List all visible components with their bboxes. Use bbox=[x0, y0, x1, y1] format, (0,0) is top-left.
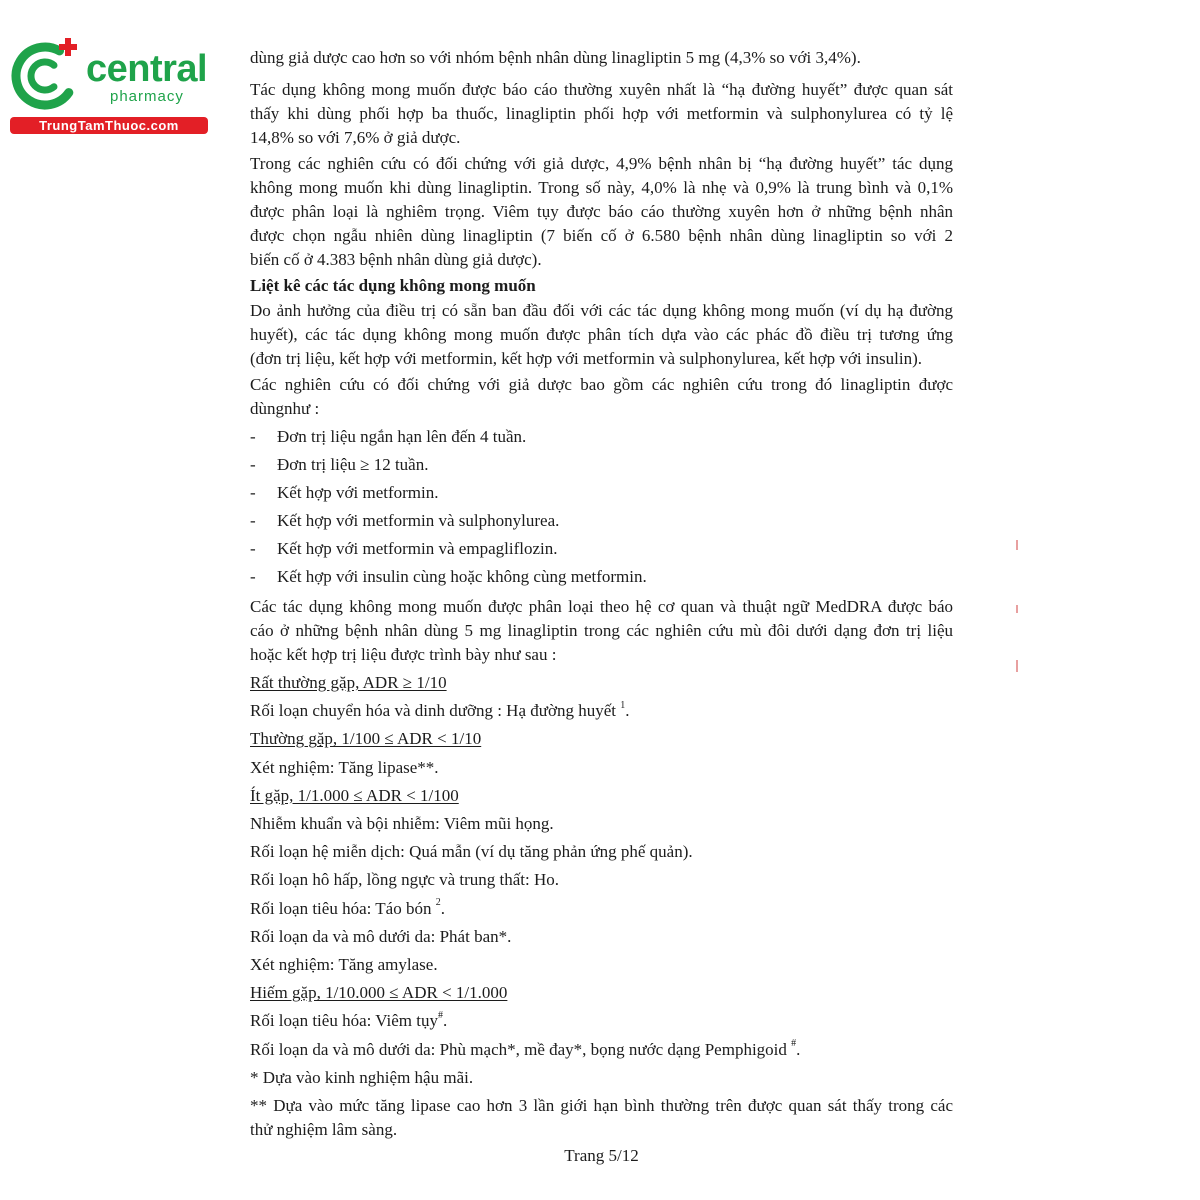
paragraph-line: thấy khi dùng phối hợp ba thuốc, linagliptin phối hợp với metformin và sulphonylurea có tỷ lệ bbox=[250, 104, 953, 123]
footnote-post-marketing: * Dựa vào kinh nghiệm hậu mãi. bbox=[250, 1067, 474, 1087]
document-body bbox=[250, 46, 953, 1168]
entry-text: Rối loạn tiêu hóa: Táo bón bbox=[250, 898, 436, 918]
study-list bbox=[250, 423, 953, 591]
list-item bbox=[250, 563, 953, 591]
list-marker: - bbox=[250, 427, 256, 446]
paragraph-line: cáo ở những bệnh nhân dùng 5 mg linagliptin trong các nghiên cứu mù đôi dưới dạng đơn trị liệu bbox=[250, 621, 953, 640]
entry-tail: . bbox=[440, 898, 445, 918]
adverse-effect-entry bbox=[250, 697, 953, 725]
footnote-ref: 1 bbox=[620, 699, 626, 711]
list-item-text: Kết hợp với metformin và empagliflozin. bbox=[277, 539, 558, 558]
paragraph-line: huyết), các tác dụng không mong muốn được phân tích dựa vào các phác đồ điều trị tương ứng bbox=[250, 325, 953, 344]
list-item bbox=[250, 507, 953, 535]
paragraph-line: dùngnhư : bbox=[250, 399, 320, 418]
list-marker: - bbox=[250, 455, 256, 474]
adverse-effect-entry: Xét nghiệm: Tăng lipase**. bbox=[250, 757, 439, 777]
paragraph-line: Do ảnh hưởng của điều trị có sẵn ban đầu đối với các tác dụng không mong muốn (ví dụ hạ đường bbox=[250, 301, 953, 320]
section-heading: Liệt kê các tác dụng không mong muốn bbox=[250, 276, 536, 295]
paragraph-line: không mong muốn khi dùng linagliptin. Trong số này, 4,0% là nhẹ và 0,9% là trung bình và 0,1% bbox=[250, 178, 953, 197]
frequency-heading bbox=[250, 725, 953, 753]
paragraph-line: Trong các nghiên cứu có đối chứng với giả dược, 4,9% bệnh nhân bị “hạ đường huyết” tác dụng bbox=[250, 154, 953, 173]
frequency-section bbox=[250, 669, 953, 1092]
entry-tail: . bbox=[796, 1039, 801, 1059]
frequency-heading bbox=[250, 782, 953, 810]
list-item-text: Đơn trị liệu ≥ 12 tuần. bbox=[277, 455, 429, 474]
list-item bbox=[250, 479, 953, 507]
footnote-lipase bbox=[250, 1094, 953, 1142]
brand-name: central bbox=[86, 48, 208, 90]
paragraph-classification bbox=[250, 595, 953, 667]
adverse-effect-entry: Rối loạn hệ miễn dịch: Quá mẫn (ví dụ tăng phản ứng phế quản). bbox=[250, 842, 693, 862]
brand-site-banner bbox=[10, 117, 208, 134]
list-marker: - bbox=[250, 483, 256, 502]
entry-tail: . bbox=[443, 1011, 448, 1031]
frequency-heading-text: Rất thường gặp, ADR ≥ 1/10 bbox=[250, 673, 447, 692]
adverse-effect-entry bbox=[250, 1007, 953, 1035]
page-number: Trang 5/12 bbox=[564, 1146, 639, 1166]
paragraph-line: (đơn trị liệu, kết hợp với metformin, kết hợp với metformin và sulphonylurea, kết hợp với insulin). bbox=[250, 349, 922, 368]
paragraph-hypoglycemia bbox=[250, 78, 953, 150]
paragraph-studies bbox=[250, 373, 953, 421]
footnote-ref: # bbox=[438, 1009, 444, 1021]
footnote-line: ** Dựa vào mức tăng lipase cao hơn 3 lần giới hạn bình thường trên được quan sát thấy trong các bbox=[250, 1096, 953, 1116]
footnote-line: thử nghiệm lâm sàng. bbox=[250, 1120, 398, 1140]
intro-line: dùng giả dược cao hơn so với nhóm bệnh nhân dùng linagliptin 5 mg (4,3% so với 3,4%). bbox=[250, 48, 861, 67]
footnote-ref: 2 bbox=[435, 896, 441, 908]
brand-site-label: TrungTamThuoc.com bbox=[39, 118, 179, 133]
frequency-heading-text: Ít gặp, 1/1.000 ≤ ADR < 1/100 bbox=[250, 785, 459, 805]
adverse-effect-entry: Xét nghiệm: Tăng amylase. bbox=[250, 955, 438, 975]
adverse-effect-entry bbox=[250, 895, 953, 923]
paragraph-line: Các tác dụng không mong muốn được phân loại theo hệ cơ quan và thuật ngữ MedDRA được báo bbox=[250, 597, 953, 616]
frequency-heading bbox=[250, 979, 953, 1007]
list-item bbox=[250, 451, 953, 479]
adverse-effect-entry: Rối loạn da và mô dưới da: Phát ban*. bbox=[250, 926, 512, 946]
list-item-text: Đơn trị liệu ngắn hạn lên đến 4 tuần. bbox=[277, 427, 527, 446]
paragraph-line: hoặc kết hợp trị liệu được trình bày như sau : bbox=[250, 645, 557, 664]
frequency-heading bbox=[250, 669, 953, 697]
scan-artifact bbox=[1016, 540, 1018, 550]
paragraph-line: 14,8% so với 7,6% ở giả dược. bbox=[250, 128, 461, 147]
paragraph-line: biến cố ở 4.383 bệnh nhân dùng giả dược). bbox=[250, 250, 542, 269]
paragraph-line: Tác dụng không mong muốn được báo cáo thường xuyên nhất là “hạ đường huyết” được quan sát bbox=[250, 80, 953, 99]
list-marker: - bbox=[250, 567, 256, 586]
entry-text: Rối loạn da và mô dưới da: Phù mạch*, mề đay*, bọng nước dạng Pemphigoid bbox=[250, 1039, 792, 1059]
list-marker: - bbox=[250, 511, 256, 530]
adverse-effect-entry bbox=[250, 1036, 953, 1064]
list-item-text: Kết hợp với insulin cùng hoặc không cùng metformin. bbox=[277, 567, 647, 586]
paragraph-controlled-studies bbox=[250, 152, 953, 272]
adverse-effect-entry: Rối loạn hô hấp, lồng ngực và trung thất: Ho. bbox=[250, 870, 560, 890]
paragraph-line: được phân loại là nghiêm trọng. Viêm tụy được báo cáo thường xuyên hơn ở những bệnh nhân bbox=[250, 202, 953, 221]
brand-tagline: pharmacy bbox=[110, 88, 184, 105]
list-marker: - bbox=[250, 539, 256, 558]
entry-text: Rối loạn chuyển hóa và dinh dưỡng : Hạ đường huyết bbox=[250, 701, 621, 721]
list-item bbox=[250, 423, 953, 451]
paragraph-line: được chọn ngẫu nhiên dùng linagliptin (7 biến cố ở 6.580 bệnh nhân dùng linagliptin so với 2 bbox=[250, 226, 953, 245]
footnote-ref: # bbox=[791, 1037, 797, 1049]
list-item-text: Kết hợp với metformin và sulphonylurea. bbox=[277, 511, 560, 530]
entry-tail: . bbox=[625, 701, 630, 721]
frequency-heading-text: Thường gặp, 1/100 ≤ ADR < 1/10 bbox=[250, 729, 482, 749]
adverse-effect-entry: Nhiễm khuẩn và bội nhiễm: Viêm mũi họng. bbox=[250, 814, 554, 834]
scan-artifact bbox=[1016, 660, 1018, 672]
paragraph-analysis bbox=[250, 299, 953, 371]
list-item-text: Kết hợp với metformin. bbox=[277, 483, 439, 502]
scan-artifact bbox=[1016, 605, 1018, 613]
frequency-heading-text: Hiếm gặp, 1/10.000 ≤ ADR < 1/1.000 bbox=[250, 983, 508, 1003]
central-pharmacy-logo-icon bbox=[8, 36, 83, 111]
paragraph-line: Các nghiên cứu có đối chứng với giả dược bao gồm các nghiên cứu trong đó linagliptin được bbox=[250, 375, 953, 394]
list-item bbox=[250, 535, 953, 563]
entry-text: Rối loạn tiêu hóa: Viêm tụy bbox=[250, 1011, 439, 1031]
